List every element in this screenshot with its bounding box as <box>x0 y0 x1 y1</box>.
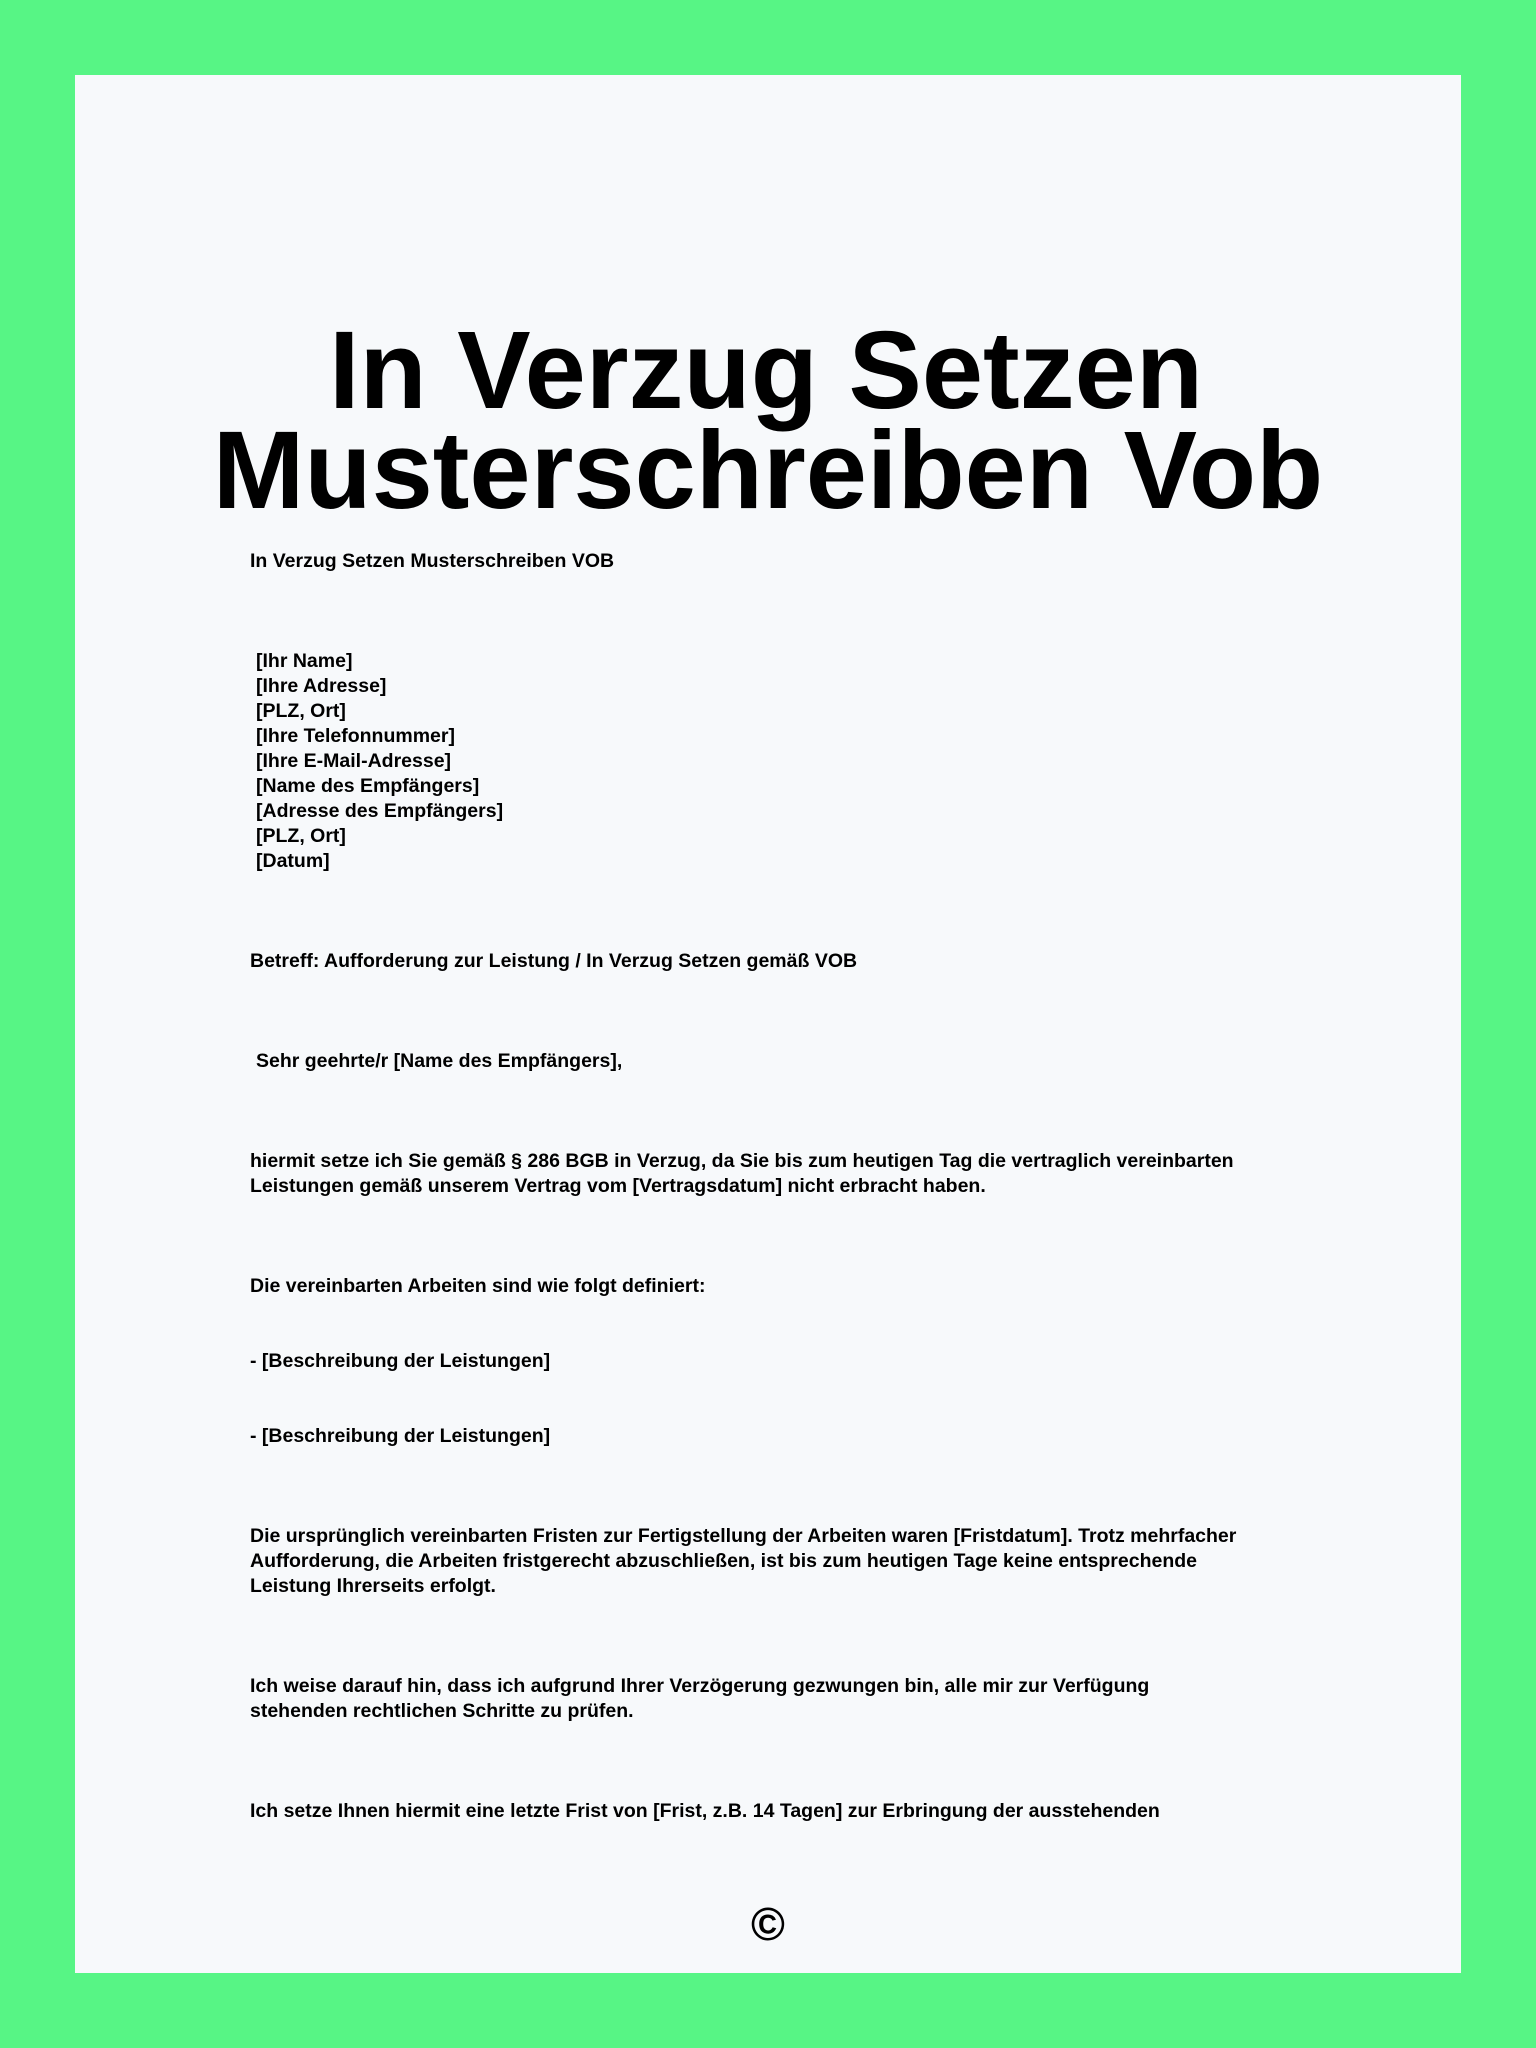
title-line-2: Musterschreiben Vob <box>212 409 1324 532</box>
greeting: Sehr geehrte/r [Name des Empfängers], <box>256 1050 623 1072</box>
paragraph-1: hiermit setze ich Sie gemäß § 286 BGB in Verzug, da Sie bis zum heutigen Tag die vertraglich vereinbarten Leistungen gemäß unserem Vertrag vom [Vertragsdatum] nicht erbracht haben. <box>250 1150 1234 1197</box>
subheading: In Verzug Setzen Musterschreiben VOB <box>250 550 615 572</box>
paragraph-4: Ich weise darauf hin, dass ich aufgrund Ihrer Verzögerung gezwungen bin, alle mir zur Verfügung stehenden rechtlichen Schritte zu prüfen. <box>250 1675 1150 1722</box>
page-title <box>75 309 1461 532</box>
subject-line: Betreff: Aufforderung zur Leistung / In Verzug Setzen gemäß VOB <box>250 950 858 972</box>
list-item: - [Beschreibung der Leistungen] <box>250 1350 551 1372</box>
title-line-1: In Verzug Setzen <box>328 309 1204 432</box>
paragraph-5: Ich setze Ihnen hiermit eine letzte Frist von [Frist, z.B. 14 Tagen] zur Erbringung der ausstehenden <box>250 1800 1160 1822</box>
paragraph-2: Die vereinbarten Arbeiten sind wie folgt definiert: <box>250 1275 706 1297</box>
copyright-icon: © <box>751 1898 785 1950</box>
paragraph-3: Die ursprünglich vereinbarten Fristen zur Fertigstellung der Arbeiten waren [Fristdatum]. Trotz mehrfacher Aufforderung, die Arbeiten fristgerecht abzuschließen, ist bis zum heutigen Tage keine entsprechende Leistung Ihrerseits erfolgt. <box>250 1525 1237 1597</box>
list-item: - [Beschreibung der Leistungen] <box>250 1425 551 1447</box>
document-page <box>75 75 1461 1973</box>
address-block: [Ihr Name] [Ihre Adresse] [PLZ, Ort] [Ihre Telefonnummer] [Ihre E-Mail-Adresse] [Name des Empfängers] [Adresse des Empfängers] [PLZ, Ort] [Datum] <box>256 650 504 872</box>
